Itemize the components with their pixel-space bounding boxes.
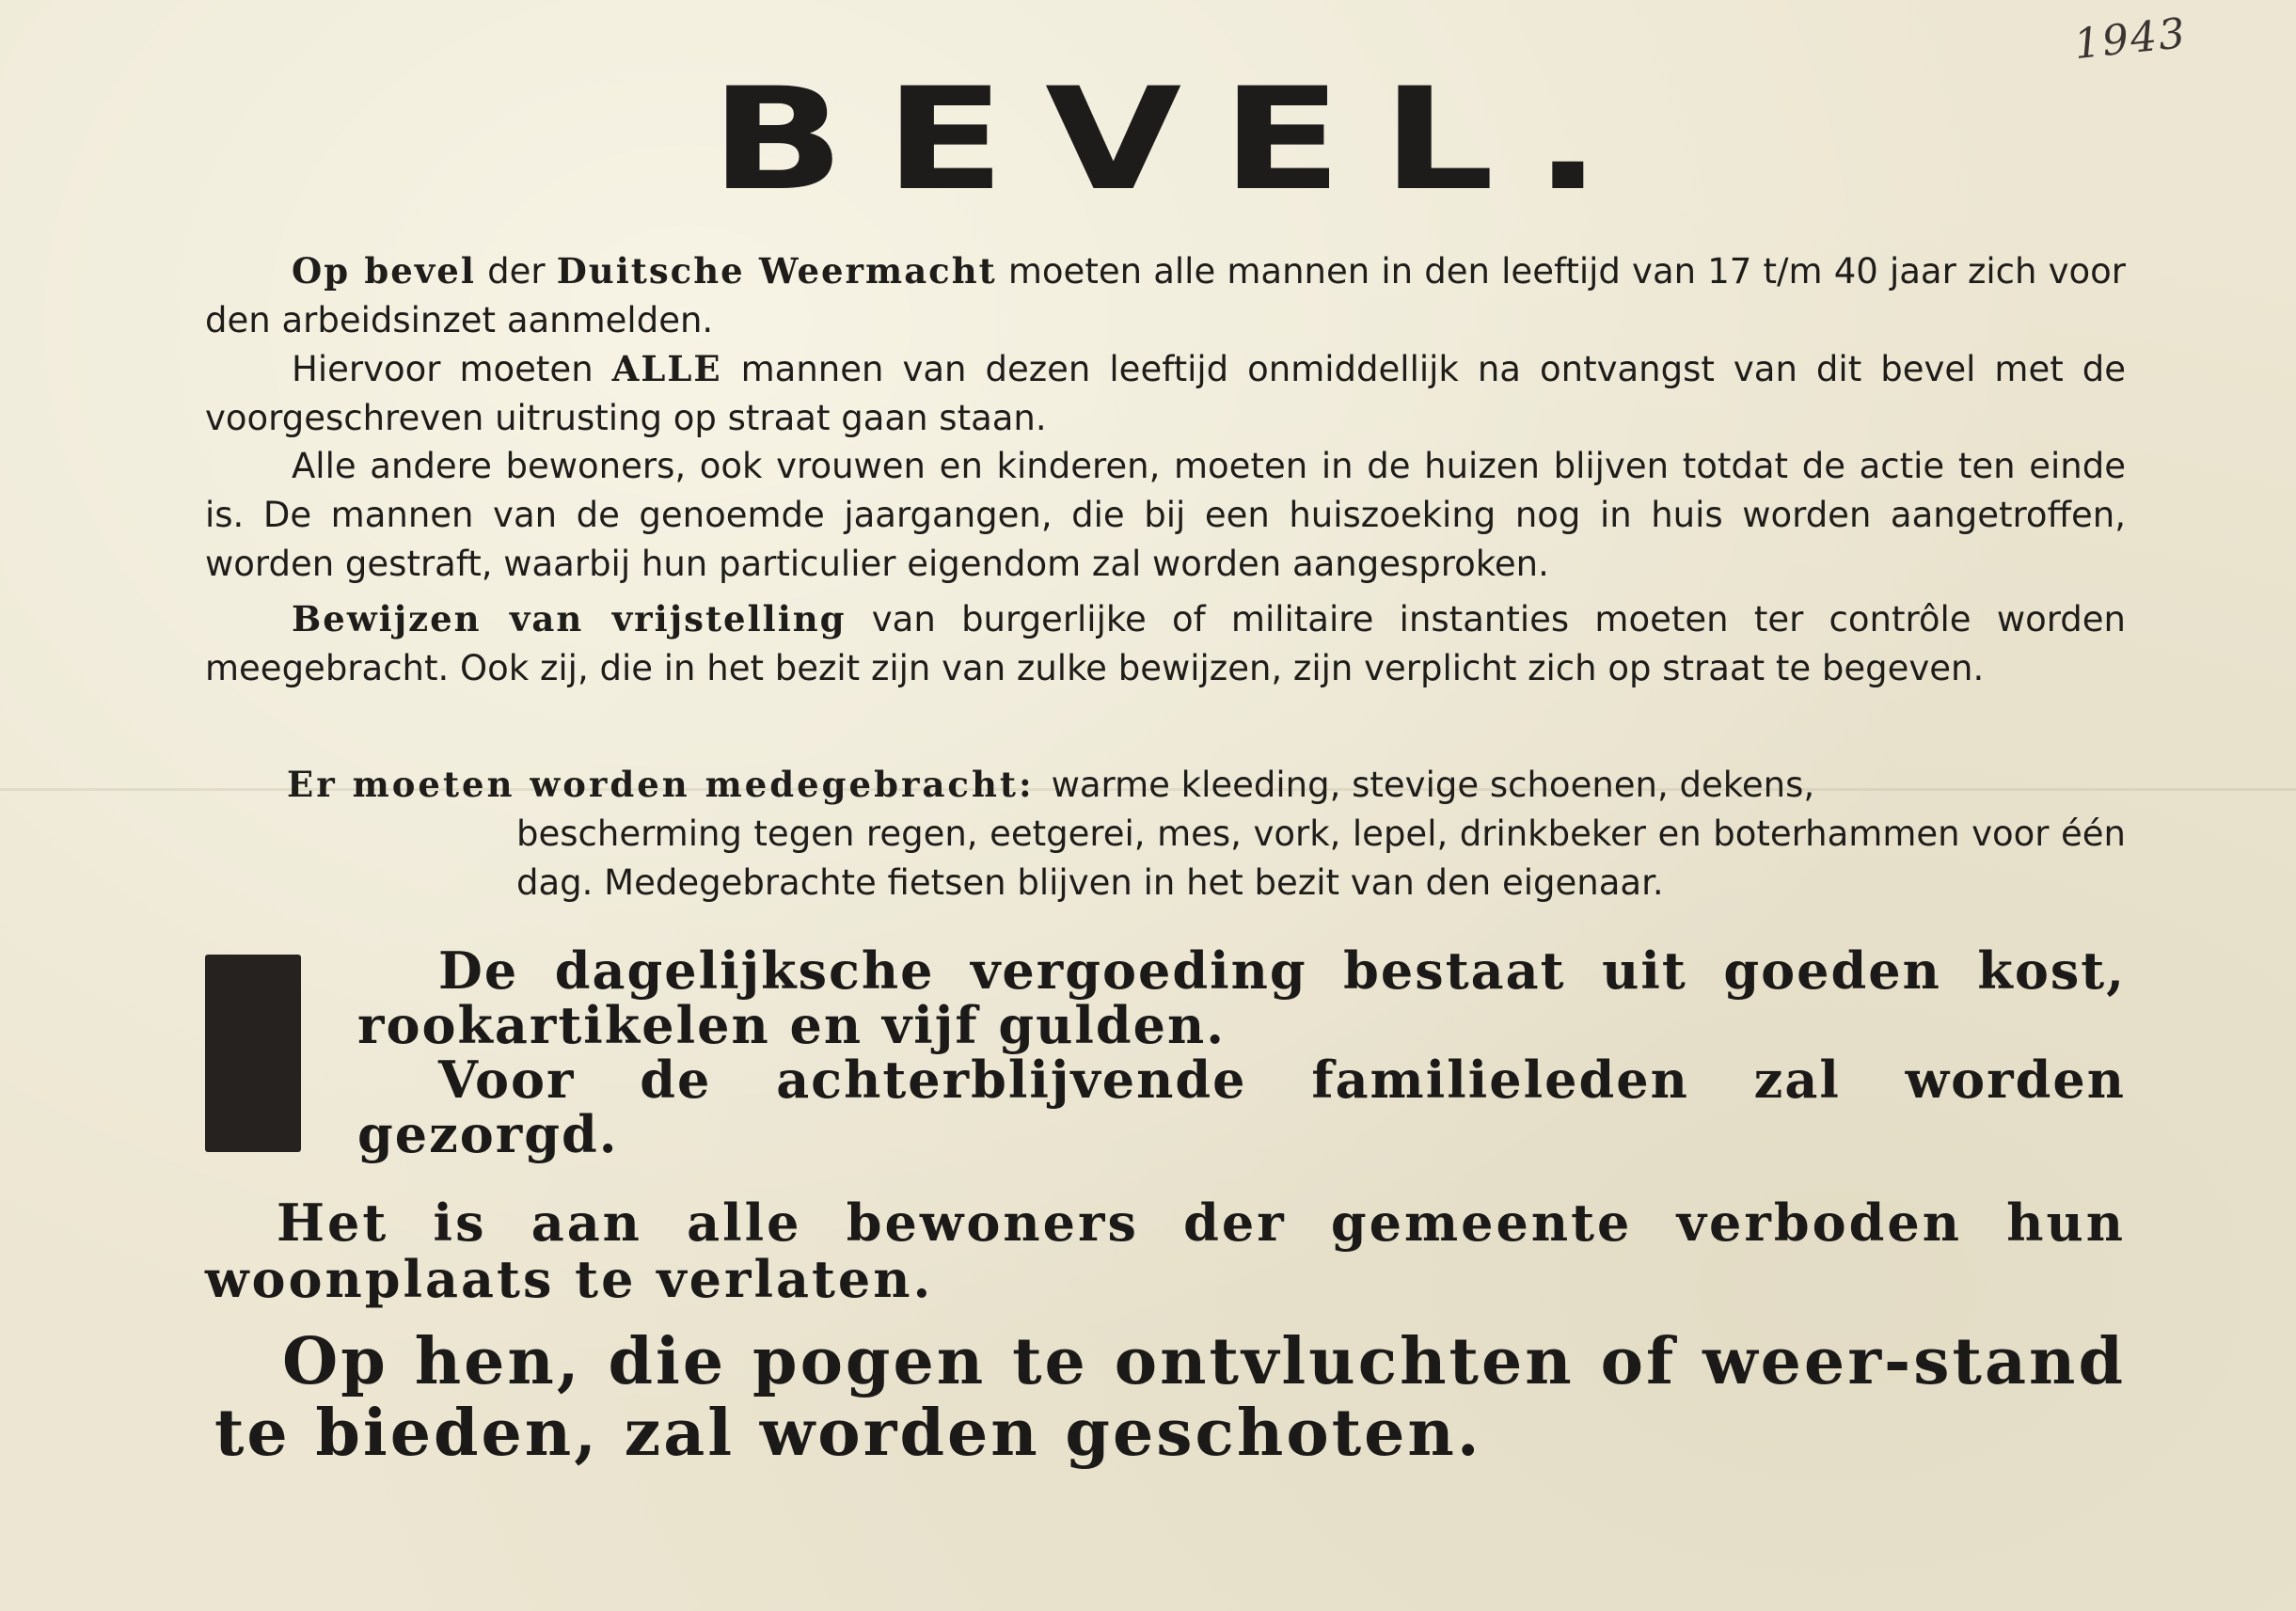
- exemption-text: van burgerlijke of militaire instanties moeten ter contrôle worden meegebracht. Ook zij, die in het bezit zijn van zulke bewijzen, zijn verplicht zich op straat te begeven.: [205, 599, 2126, 688]
- compensation-line-1: [357, 940, 2126, 1055]
- wehrmacht-phrase: Duitsche Weermacht: [556, 250, 997, 292]
- compensation-line-2: [357, 1050, 2126, 1164]
- compensation-text-2: Voor de achterblijvende familieleden zal worden gezorgd.: [357, 1050, 2126, 1164]
- exemption-phrase: Bewijzen van vrijstelling: [292, 598, 847, 640]
- items-to-bring: [287, 760, 2126, 908]
- other-residents-text: Alle andere bewoners, ook vrouwen en kinderen, moeten in de huizen blijven totdat de actie ten einde is. De mannen van de genoemde jaargangen, die bij een huiszoeking nog in huis worden aangetroffen, worden gestraft, waarbij hun particulier eigendom zal worden aangesproken.: [205, 446, 2126, 584]
- black-bar-mark: [205, 955, 301, 1152]
- compensation-text-1: De dagelijksche vergoeding bestaat uit goeden kost, rookartikelen en vijf gulden.: [357, 940, 2126, 1055]
- paragraph-all-men: [205, 344, 2126, 443]
- items-lead: Er moeten worden medegebracht:: [287, 764, 1035, 805]
- order-text-1: der: [475, 251, 557, 292]
- items-first-line: warme kleeding, stevige schoenen, dekens,: [1051, 765, 1815, 805]
- warning-text: Op hen, die pogen te ontvluchten of weer-stand te bieden, zal worden geschoten.: [214, 1324, 2126, 1471]
- all-emphasis: ALLE: [611, 348, 722, 389]
- order-phrase: Op bevel: [292, 250, 476, 292]
- poster-title: BEVEL.: [710, 58, 1641, 222]
- all-men-text-1: Hiervoor moeten: [292, 349, 612, 389]
- prohibition-text: Het is aan alle bewoners der gemeente verboden hun woonplaats te verlaten.: [205, 1192, 2126, 1309]
- all-men-text-2: mannen van dezen leeftijd onmiddellijk na ontvangst van dit bevel met de voorgeschreven uitrusting op straat gaan staan.: [205, 349, 2126, 438]
- handwritten-year: 1943: [2071, 8, 2190, 70]
- paragraph-exemption: [205, 594, 2126, 693]
- warning-notice: [214, 1326, 2126, 1469]
- paragraph-other-residents: [205, 442, 2126, 589]
- order-text-2: moeten alle mannen in den leeftijd van 17 t/m 40 jaar zich voor den arbeidsinzet aanmelden.: [205, 251, 2126, 340]
- items-continuation: bescherming tegen regen, eetgerei, mes, vork, lepel, drinkbeker en boterhammen voor één dag. Medegebrachte fietsen blijven in het bezit van den eigenaar.: [516, 813, 2126, 903]
- paragraph-order: [205, 246, 2126, 345]
- compensation-notice: [357, 940, 2126, 1164]
- prohibition-notice: [205, 1194, 2126, 1307]
